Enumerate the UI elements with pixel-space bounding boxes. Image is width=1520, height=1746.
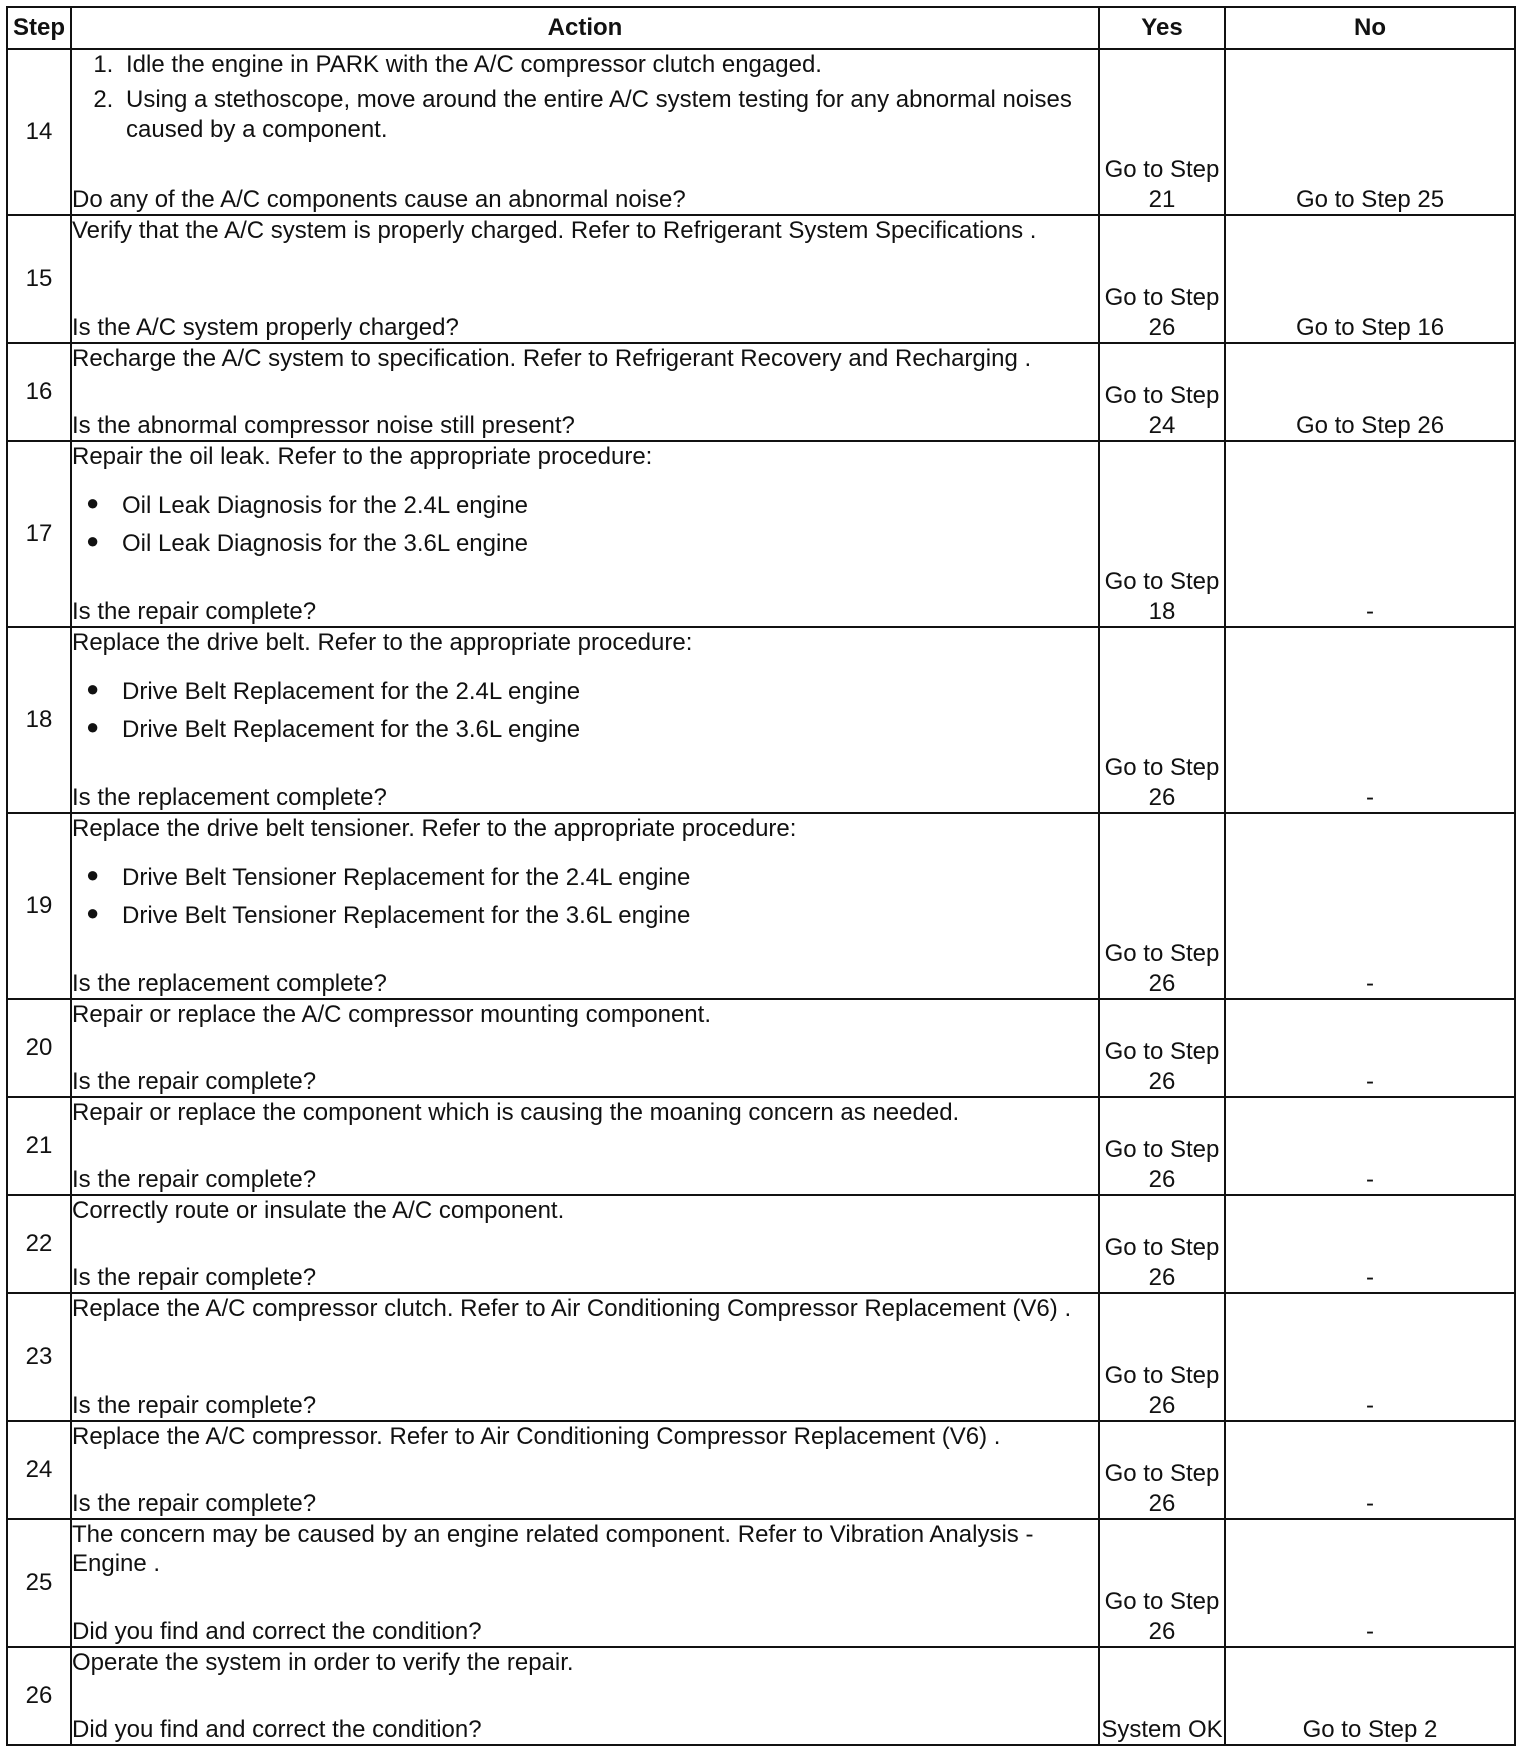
numbered-list <box>72 50 1098 144</box>
yes-cell: Go to Step 24 <box>1099 343 1225 441</box>
table-row <box>7 627 1515 813</box>
no-cell: - <box>1225 1195 1515 1293</box>
no-cell: - <box>1225 1519 1515 1647</box>
action-question: Is the repair complete? <box>72 1263 317 1291</box>
action-content <box>72 216 1098 342</box>
action-content <box>72 1196 1098 1292</box>
table-row <box>7 1293 1515 1421</box>
yes-cell: Go to Step 26 <box>1099 1195 1225 1293</box>
step-number: 16 <box>7 343 71 441</box>
action-content <box>72 344 1098 440</box>
table-row <box>7 1519 1515 1647</box>
no-cell: - <box>1225 1097 1515 1195</box>
action-content <box>72 1520 1098 1646</box>
action-question: Is the repair complete? <box>72 597 317 625</box>
step-number: 14 <box>7 49 71 215</box>
action-question: Did you find and correct the condition? <box>72 1617 482 1645</box>
action-text: Repair or replace the component which is causing the moaning concern as needed. <box>72 1099 960 1126</box>
yes-cell: Go to Step 26 <box>1099 627 1225 813</box>
action-text: Operate the system in order to verify the repair. <box>72 1649 574 1676</box>
step-number: 22 <box>7 1195 71 1293</box>
bullet-list <box>72 677 1098 744</box>
header-step: Step <box>7 7 71 49</box>
action-content <box>72 1000 1098 1096</box>
no-cell: - <box>1225 441 1515 627</box>
step-number: 18 <box>7 627 71 813</box>
table-row <box>7 441 1515 627</box>
step-number: 25 <box>7 1519 71 1647</box>
action-text: Correctly route or insulate the A/C component. <box>72 1197 565 1224</box>
action-text: Replace the drive belt. Refer to the appropriate procedure: <box>72 629 693 656</box>
action-body <box>72 1196 1098 1225</box>
no-cell: Go to Step 26 <box>1225 343 1515 441</box>
action-text: Replace the A/C compressor. Refer to Air Conditioning Compressor Replacement (V6) . <box>72 1423 1001 1450</box>
action-question: Is the repair complete? <box>72 1165 317 1193</box>
table-body <box>7 49 1515 1745</box>
bullet-item: ● Drive Belt Tensioner Replacement for the 3.6L engine <box>72 901 1098 930</box>
action-question: Is the repair complete? <box>72 1391 317 1419</box>
step-number: 15 <box>7 215 71 343</box>
step-number: 17 <box>7 441 71 627</box>
action-content <box>72 628 1098 812</box>
action-cell <box>71 1293 1099 1421</box>
yes-cell: Go to Step 26 <box>1099 813 1225 999</box>
action-body <box>72 216 1098 245</box>
action-cell <box>71 343 1099 441</box>
bullet-list <box>72 491 1098 558</box>
action-content <box>72 442 1098 626</box>
bullet-item: ● Oil Leak Diagnosis for the 3.6L engine <box>72 529 1098 558</box>
action-body <box>72 1520 1098 1579</box>
action-text: Replace the drive belt tensioner. Refer to the appropriate procedure: <box>72 815 797 842</box>
action-body <box>72 344 1098 373</box>
header-action: Action <box>71 7 1099 49</box>
bullet-item: ● Oil Leak Diagnosis for the 2.4L engine <box>72 491 1098 520</box>
yes-cell: Go to Step 26 <box>1099 1519 1225 1647</box>
action-question: Is the replacement complete? <box>72 783 387 811</box>
action-question: Is the repair complete? <box>72 1489 317 1517</box>
action-body <box>72 628 1098 752</box>
no-cell: Go to Step 16 <box>1225 215 1515 343</box>
action-question: Is the repair complete? <box>72 1067 317 1095</box>
step-number: 23 <box>7 1293 71 1421</box>
action-content <box>72 1648 1098 1744</box>
bullet-item: ● Drive Belt Tensioner Replacement for the 2.4L engine <box>72 863 1098 892</box>
bullet-item: ● Drive Belt Replacement for the 2.4L engine <box>72 677 1098 706</box>
no-cell: - <box>1225 999 1515 1097</box>
action-text: Verify that the A/C system is properly charged. Refer to Refrigerant System Specifications . <box>72 217 1037 244</box>
action-question: Is the replacement complete? <box>72 969 387 997</box>
bullet-item: ● Drive Belt Replacement for the 3.6L engine <box>72 715 1098 744</box>
yes-cell: Go to Step 18 <box>1099 441 1225 627</box>
yes-cell: System OK <box>1099 1647 1225 1745</box>
action-text: The concern may be caused by an engine related component. Refer to Vibration Analysis - Engine . <box>72 1521 1034 1578</box>
step-number: 26 <box>7 1647 71 1745</box>
action-body <box>72 1648 1098 1677</box>
no-cell: - <box>1225 1421 1515 1519</box>
action-text: Replace the A/C compressor clutch. Refer to Air Conditioning Compressor Replacement (V6) . <box>72 1295 1072 1322</box>
no-cell: - <box>1225 627 1515 813</box>
action-text: Repair or replace the A/C compressor mounting component. <box>72 1001 711 1028</box>
action-cell <box>71 49 1099 215</box>
no-cell: Go to Step 2 <box>1225 1647 1515 1745</box>
table-row <box>7 999 1515 1097</box>
table-row <box>7 1647 1515 1745</box>
yes-cell: Go to Step 26 <box>1099 999 1225 1097</box>
action-question: Is the A/C system properly charged? <box>72 313 459 341</box>
action-question: Is the abnormal compressor noise still present? <box>72 411 575 439</box>
action-cell <box>71 215 1099 343</box>
action-content <box>72 1294 1098 1420</box>
table-row <box>7 1195 1515 1293</box>
yes-cell: Go to Step 26 <box>1099 1293 1225 1421</box>
action-body <box>72 1098 1098 1127</box>
numbered-item: 2. Using a stethoscope, move around the entire A/C system testing for any abnormal noises caused by a component. <box>120 85 1098 144</box>
diagnostic-table <box>6 6 1516 1746</box>
table-row <box>7 813 1515 999</box>
action-cell <box>71 1421 1099 1519</box>
table-row <box>7 343 1515 441</box>
action-body <box>72 1000 1098 1029</box>
header-no: No <box>1225 7 1515 49</box>
table-row <box>7 215 1515 343</box>
action-body <box>72 1422 1098 1451</box>
action-cell <box>71 1097 1099 1195</box>
numbered-item: 1. Idle the engine in PARK with the A/C compressor clutch engaged. <box>120 50 1098 79</box>
table-row <box>7 49 1515 215</box>
step-number: 19 <box>7 813 71 999</box>
no-cell: Go to Step 25 <box>1225 49 1515 215</box>
no-cell: - <box>1225 1293 1515 1421</box>
action-body <box>72 814 1098 938</box>
bullet-list <box>72 863 1098 930</box>
action-cell <box>71 441 1099 627</box>
no-cell: - <box>1225 813 1515 999</box>
action-cell <box>71 999 1099 1097</box>
yes-cell: Go to Step 26 <box>1099 1097 1225 1195</box>
header-yes: Yes <box>1099 7 1225 49</box>
action-text: Repair the oil leak. Refer to the appropriate procedure: <box>72 443 653 470</box>
action-cell <box>71 813 1099 999</box>
yes-cell: Go to Step 21 <box>1099 49 1225 215</box>
yes-cell: Go to Step 26 <box>1099 1421 1225 1519</box>
header-row <box>7 7 1515 49</box>
action-content <box>72 1422 1098 1518</box>
table-row <box>7 1097 1515 1195</box>
action-content <box>72 50 1098 214</box>
action-content <box>72 814 1098 998</box>
action-content <box>72 1098 1098 1194</box>
action-question: Did you find and correct the condition? <box>72 1715 482 1743</box>
step-number: 21 <box>7 1097 71 1195</box>
action-cell <box>71 1519 1099 1647</box>
action-body <box>72 50 1098 150</box>
action-cell <box>71 1647 1099 1745</box>
action-question: Do any of the A/C components cause an abnormal noise? <box>72 185 686 213</box>
action-text: Recharge the A/C system to specification. Refer to Refrigerant Recovery and Recharging . <box>72 345 1032 372</box>
action-cell <box>71 627 1099 813</box>
action-body <box>72 442 1098 566</box>
step-number: 20 <box>7 999 71 1097</box>
action-cell <box>71 1195 1099 1293</box>
step-number: 24 <box>7 1421 71 1519</box>
table-row <box>7 1421 1515 1519</box>
yes-cell: Go to Step 26 <box>1099 215 1225 343</box>
action-body <box>72 1294 1098 1323</box>
